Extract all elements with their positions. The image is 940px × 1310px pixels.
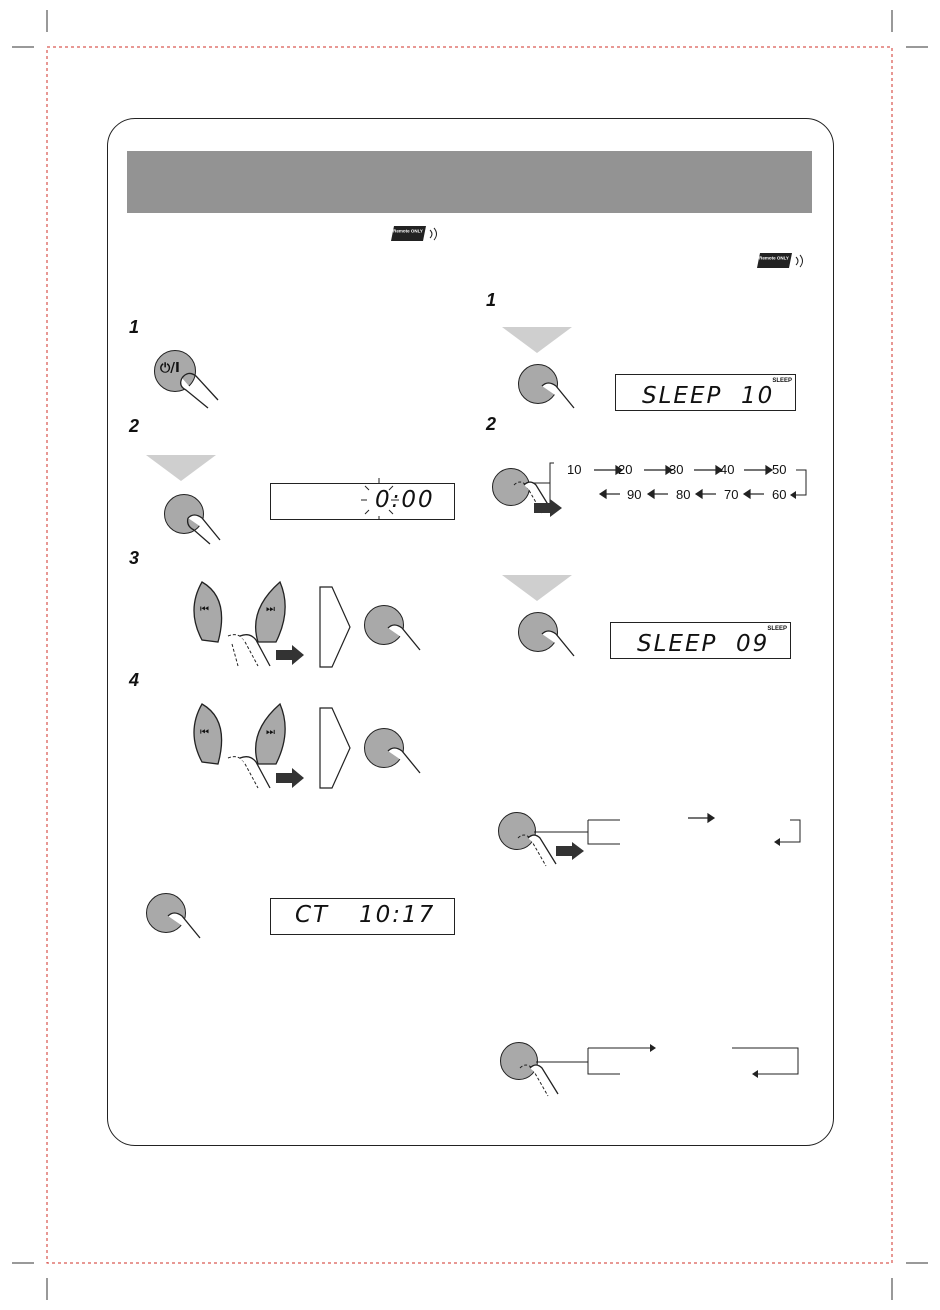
skip-back-icon: ⏮ (200, 727, 209, 738)
finger-icon (386, 622, 426, 656)
clock-display (270, 483, 455, 520)
sleep-seq-60: 60 (772, 487, 787, 502)
finger-icon (166, 910, 206, 944)
remote-only-badge-right (756, 251, 798, 269)
then-arrow-icon (318, 585, 352, 669)
sleep-seq-10: 10 (567, 462, 582, 477)
sleep-seq-20: 20 (618, 462, 633, 477)
sleep-display-1-text: SLEEP 10 (642, 383, 775, 409)
remote-only-icon (390, 224, 446, 246)
finger-icon (540, 380, 580, 414)
sleep-indicator: SLEEP (772, 378, 792, 384)
svg-text:Remote ONLY: Remote ONLY (759, 255, 789, 261)
skip-forward-icon: ⏭ (266, 604, 275, 615)
right-arrow-icon (276, 768, 306, 788)
header-bar (127, 151, 812, 213)
then-arrow-icon (318, 706, 352, 790)
sleep-seq-90: 90 (627, 487, 642, 502)
mode-cycle-diagram-2 (502, 1036, 812, 1098)
sleep-display-2 (610, 622, 791, 659)
svg-text:Remote ONLY: Remote ONLY (393, 228, 423, 234)
sleep-display-2-text: SLEEP 09 (637, 631, 770, 657)
mode-cycle-diagram (500, 808, 810, 870)
skip-back-icon: ⏮ (200, 604, 209, 615)
right-step-2: 2 (486, 414, 497, 434)
sleep-display-1 (615, 374, 796, 411)
left-step-2: 2 (129, 416, 140, 436)
left-step-3: 3 (129, 548, 140, 568)
sleep-seq-50: 50 (772, 462, 787, 477)
ct-display (270, 898, 455, 935)
left-step-4: 4 (129, 670, 140, 690)
down-arrow-icon (502, 575, 574, 605)
clock-display-text: 0:00 (375, 487, 435, 513)
finger-icon (186, 512, 226, 546)
right-step-1: 1 (486, 290, 497, 310)
sleep-seq-30: 30 (669, 462, 684, 477)
finger-icon (540, 628, 580, 662)
down-arrow-icon (146, 455, 218, 485)
right-arrow-icon (276, 645, 306, 665)
finger-icon (178, 370, 228, 410)
remote-only-badge (390, 224, 432, 242)
finger-icon (386, 745, 426, 779)
ct-display-time: 10:17 (359, 902, 436, 928)
sleep-seq-80: 80 (676, 487, 691, 502)
down-arrow-icon (502, 327, 574, 357)
power-icon: ⏻/I (160, 361, 180, 376)
sleep-indicator: SLEEP (767, 626, 787, 632)
skip-forward-icon: ⏭ (266, 727, 275, 738)
ct-display-label: CT (295, 902, 330, 928)
left-step-1: 1 (129, 317, 140, 337)
sleep-seq-70: 70 (724, 487, 739, 502)
remote-only-icon (756, 251, 812, 273)
sleep-cycle-diagram (494, 455, 814, 525)
sleep-seq-40: 40 (720, 462, 735, 477)
